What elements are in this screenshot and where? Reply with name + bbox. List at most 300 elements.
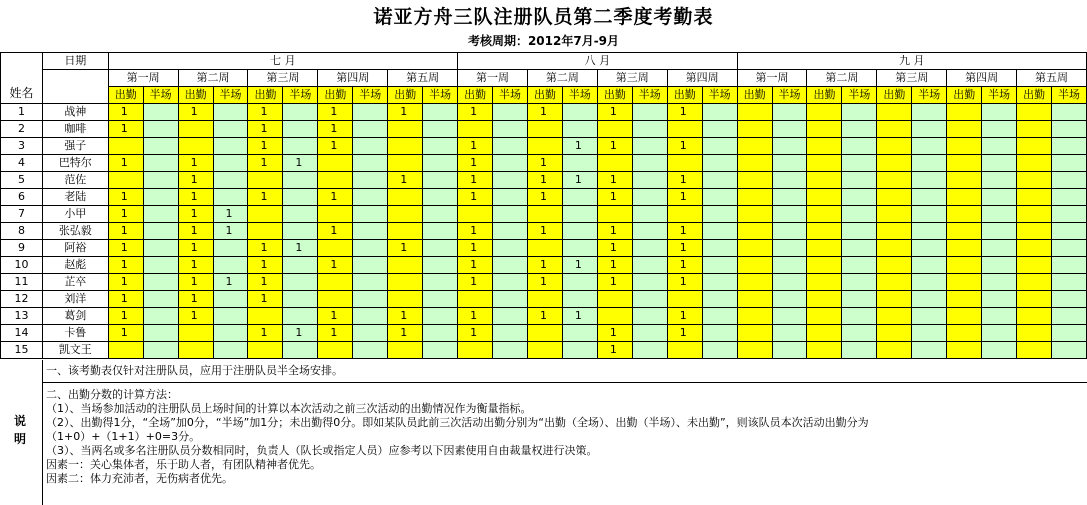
- full-attendance-cell: [527, 291, 562, 308]
- full-attendance-cell: [877, 274, 912, 291]
- full-attendance-cell: [248, 291, 283, 308]
- attendance-value: 1: [539, 258, 547, 271]
- attendance-value: 1: [539, 275, 547, 288]
- attendance-value: 1: [470, 105, 478, 118]
- month-header: 九 月: [737, 53, 1086, 70]
- half-attendance-header: 半场: [912, 87, 947, 104]
- full-attendance-cell: [527, 104, 562, 121]
- full-attendance-cell: [1017, 104, 1052, 121]
- table-row: [1, 189, 1087, 206]
- half-attendance-cell: [772, 155, 807, 172]
- attendance-value: 1: [470, 173, 478, 186]
- half-attendance-cell: [213, 342, 248, 359]
- attendance-value: 1: [470, 258, 478, 271]
- half-attendance-cell: [283, 104, 318, 121]
- half-attendance-cell: [702, 206, 737, 223]
- half-attendance-cell: [353, 325, 388, 342]
- table-row: [1, 172, 1087, 189]
- full-attendance-cell: [807, 342, 842, 359]
- half-attendance-cell: [842, 189, 877, 206]
- half-attendance-cell: [982, 257, 1017, 274]
- full-attendance-cell: [248, 155, 283, 172]
- full-attendance-cell: [248, 189, 283, 206]
- full-attendance-cell: [458, 325, 493, 342]
- full-attendance-cell: [737, 189, 772, 206]
- full-attendance-cell: [597, 206, 632, 223]
- half-attendance-cell: [702, 325, 737, 342]
- half-attendance-cell: [353, 121, 388, 138]
- attendance-value: 1: [120, 241, 128, 254]
- full-attendance-cell: [1017, 206, 1052, 223]
- full-attendance-cell: [108, 274, 143, 291]
- full-attendance-cell: [388, 206, 423, 223]
- week-header: 第一周: [458, 70, 528, 87]
- half-attendance-cell: [842, 104, 877, 121]
- full-attendance-cell: [527, 155, 562, 172]
- half-attendance-cell: [493, 206, 528, 223]
- full-attendance-cell: [178, 138, 213, 155]
- full-attendance-cell: [527, 223, 562, 240]
- full-attendance-cell: [807, 240, 842, 257]
- full-attendance-cell: [667, 172, 702, 189]
- attendance-value: 1: [190, 190, 198, 203]
- half-attendance-cell: [562, 342, 597, 359]
- half-attendance-header: 半场: [1052, 87, 1087, 104]
- attendance-value: 1: [470, 224, 478, 237]
- attendance-value: 1: [330, 105, 338, 118]
- half-attendance-cell: [493, 104, 528, 121]
- half-attendance-cell: [213, 291, 248, 308]
- full-attendance-cell: [947, 189, 982, 206]
- full-attendance-cell: [318, 121, 353, 138]
- note-2-1: （1）、当场参加活动的注册队员上场时间的计算以本次活动之前三次活动的出勤情况作为衡量指标。: [46, 402, 532, 415]
- full-attendance-cell: [1017, 155, 1052, 172]
- half-attendance-cell: [213, 206, 248, 223]
- attendance-value: 1: [295, 326, 303, 339]
- full-attendance-cell: [877, 257, 912, 274]
- row-number: 10: [1, 257, 43, 274]
- week-header: 第三周: [877, 70, 947, 87]
- half-attendance-cell: [353, 223, 388, 240]
- note-2-box: [42, 383, 1087, 504]
- full-attendance-cell: [597, 342, 632, 359]
- half-attendance-header: 半场: [353, 87, 388, 104]
- full-attendance-cell: [1017, 274, 1052, 291]
- half-attendance-cell: [493, 189, 528, 206]
- full-attendance-header: 出勤: [877, 87, 912, 104]
- half-attendance-cell: [213, 104, 248, 121]
- full-attendance-cell: [1017, 308, 1052, 325]
- full-attendance-cell: [388, 325, 423, 342]
- half-attendance-cell: [283, 155, 318, 172]
- header-corner: [1, 53, 43, 104]
- attendance-table: [0, 52, 1087, 359]
- full-attendance-cell: [318, 291, 353, 308]
- half-attendance-cell: [702, 138, 737, 155]
- attendance-value: 1: [260, 156, 268, 169]
- half-attendance-cell: [1052, 172, 1087, 189]
- full-attendance-cell: [458, 138, 493, 155]
- full-attendance-cell: [318, 104, 353, 121]
- half-attendance-cell: [213, 189, 248, 206]
- full-attendance-cell: [527, 189, 562, 206]
- attendance-value: 1: [609, 258, 617, 271]
- half-attendance-cell: [423, 104, 458, 121]
- full-attendance-cell: [947, 155, 982, 172]
- full-attendance-cell: [178, 104, 213, 121]
- full-attendance-cell: [1017, 240, 1052, 257]
- half-attendance-cell: [632, 104, 667, 121]
- player-name: 芷卒: [42, 274, 108, 291]
- note-2-3: （1+0）+（1+1）+0=3分。: [46, 430, 201, 443]
- full-attendance-cell: [527, 206, 562, 223]
- full-attendance-cell: [807, 155, 842, 172]
- full-attendance-cell: [877, 308, 912, 325]
- half-attendance-cell: [143, 223, 178, 240]
- attendance-value: 1: [225, 224, 233, 237]
- attendance-value: 1: [679, 173, 687, 186]
- half-attendance-cell: [702, 291, 737, 308]
- full-attendance-cell: [877, 206, 912, 223]
- full-attendance-cell: [318, 155, 353, 172]
- full-attendance-cell: [737, 121, 772, 138]
- half-attendance-cell: [702, 274, 737, 291]
- half-attendance-cell: [632, 325, 667, 342]
- full-attendance-cell: [178, 189, 213, 206]
- full-attendance-header: 出勤: [318, 87, 353, 104]
- full-attendance-cell: [458, 240, 493, 257]
- half-attendance-cell: [632, 291, 667, 308]
- full-attendance-cell: [318, 342, 353, 359]
- full-attendance-cell: [178, 172, 213, 189]
- full-attendance-cell: [807, 172, 842, 189]
- half-attendance-cell: [772, 104, 807, 121]
- attendance-value: 1: [539, 156, 547, 169]
- full-attendance-cell: [178, 206, 213, 223]
- attendance-value: 1: [330, 139, 338, 152]
- full-attendance-cell: [807, 291, 842, 308]
- half-attendance-cell: [493, 172, 528, 189]
- full-attendance-cell: [388, 172, 423, 189]
- half-attendance-cell: [842, 206, 877, 223]
- half-attendance-cell: [982, 308, 1017, 325]
- note-1: 一、该考勤表仅针对注册队员，应用于注册队员半全场安排。: [46, 364, 343, 377]
- half-attendance-cell: [912, 257, 947, 274]
- factor-2: 因素二：体力充沛者，无伤病者优先。: [46, 472, 233, 485]
- half-attendance-cell: [912, 223, 947, 240]
- attendance-value: 1: [609, 241, 617, 254]
- date-header: 日期: [42, 53, 108, 70]
- full-attendance-cell: [458, 291, 493, 308]
- half-attendance-cell: [982, 138, 1017, 155]
- half-attendance-cell: [423, 240, 458, 257]
- full-attendance-cell: [667, 104, 702, 121]
- full-attendance-header: 出勤: [947, 87, 982, 104]
- full-attendance-cell: [877, 155, 912, 172]
- full-attendance-cell: [597, 274, 632, 291]
- half-attendance-cell: [562, 206, 597, 223]
- half-attendance-cell: [842, 155, 877, 172]
- week-header: 第四周: [667, 70, 737, 87]
- half-attendance-cell: [423, 274, 458, 291]
- half-attendance-cell: [772, 274, 807, 291]
- full-attendance-cell: [877, 189, 912, 206]
- half-attendance-cell: [1052, 104, 1087, 121]
- half-attendance-cell: [423, 257, 458, 274]
- full-attendance-cell: [947, 121, 982, 138]
- half-attendance-cell: [912, 240, 947, 257]
- attendance-value: 1: [330, 190, 338, 203]
- half-attendance-cell: [632, 342, 667, 359]
- row-number: 8: [1, 223, 43, 240]
- attendance-value: 1: [260, 241, 268, 254]
- full-attendance-cell: [737, 206, 772, 223]
- half-attendance-cell: [353, 138, 388, 155]
- full-attendance-cell: [667, 291, 702, 308]
- full-attendance-cell: [597, 172, 632, 189]
- full-attendance-cell: [807, 223, 842, 240]
- player-name: 咖啡: [42, 121, 108, 138]
- full-attendance-cell: [597, 257, 632, 274]
- half-attendance-cell: [283, 138, 318, 155]
- full-attendance-cell: [108, 342, 143, 359]
- row-number: 9: [1, 240, 43, 257]
- attendance-value: 1: [190, 173, 198, 186]
- attendance-value: 1: [609, 343, 617, 356]
- full-attendance-cell: [737, 223, 772, 240]
- full-attendance-cell: [807, 257, 842, 274]
- half-attendance-cell: [842, 325, 877, 342]
- half-attendance-cell: [562, 189, 597, 206]
- half-attendance-cell: [213, 172, 248, 189]
- full-attendance-cell: [1017, 223, 1052, 240]
- full-attendance-cell: [388, 189, 423, 206]
- half-attendance-header: 半场: [632, 87, 667, 104]
- half-attendance-cell: [353, 104, 388, 121]
- half-attendance-header: 半场: [842, 87, 877, 104]
- player-name: 刘洋: [42, 291, 108, 308]
- full-attendance-cell: [108, 172, 143, 189]
- half-attendance-cell: [493, 291, 528, 308]
- full-attendance-cell: [947, 274, 982, 291]
- attendance-value: 1: [120, 292, 128, 305]
- table-row: [1, 155, 1087, 172]
- note-2-2: （2）、出勤得1分，“全场”加0分，“半场”加1分；未出勤得0分。即如某队员此前三次活动出勤分别为“出勤（全场）、出勤（半场）、未出勤”，则该队员本次活动出勤分为: [46, 416, 869, 429]
- full-attendance-cell: [248, 206, 283, 223]
- notes-section: [0, 360, 1087, 505]
- full-attendance-cell: [108, 189, 143, 206]
- full-attendance-cell: [877, 240, 912, 257]
- full-attendance-cell: [807, 138, 842, 155]
- attendance-value: 1: [260, 122, 268, 135]
- row-number: 13: [1, 308, 43, 325]
- half-attendance-cell: [1052, 308, 1087, 325]
- full-attendance-cell: [248, 104, 283, 121]
- half-attendance-cell: [1052, 291, 1087, 308]
- full-attendance-cell: [667, 155, 702, 172]
- assessment-period: 考核周期：2012年7月-9月: [467, 34, 620, 48]
- half-attendance-cell: [213, 155, 248, 172]
- half-attendance-cell: [702, 223, 737, 240]
- half-attendance-cell: [982, 342, 1017, 359]
- half-attendance-cell: [353, 274, 388, 291]
- half-attendance-cell: [1052, 325, 1087, 342]
- half-attendance-cell: [912, 325, 947, 342]
- half-attendance-cell: [842, 240, 877, 257]
- half-attendance-cell: [353, 189, 388, 206]
- row-number: 4: [1, 155, 43, 172]
- half-attendance-cell: [842, 308, 877, 325]
- half-attendance-cell: [143, 104, 178, 121]
- full-attendance-cell: [458, 172, 493, 189]
- table-row: [1, 291, 1087, 308]
- full-attendance-cell: [388, 223, 423, 240]
- full-attendance-cell: [318, 223, 353, 240]
- full-attendance-cell: [877, 172, 912, 189]
- attendance-value: 1: [400, 309, 408, 322]
- full-attendance-cell: [318, 274, 353, 291]
- half-attendance-cell: [493, 240, 528, 257]
- full-attendance-cell: [527, 325, 562, 342]
- full-attendance-cell: [877, 325, 912, 342]
- attendance-value: 1: [539, 105, 547, 118]
- attendance-value: 1: [400, 326, 408, 339]
- full-attendance-cell: [597, 155, 632, 172]
- full-attendance-cell: [318, 206, 353, 223]
- full-attendance-cell: [877, 342, 912, 359]
- full-attendance-cell: [318, 138, 353, 155]
- full-attendance-cell: [947, 138, 982, 155]
- month-header: 八 月: [458, 53, 738, 70]
- week-header: 第四周: [947, 70, 1017, 87]
- player-name: 阿裕: [42, 240, 108, 257]
- half-attendance-cell: [912, 121, 947, 138]
- week-header: 第五周: [1017, 70, 1087, 87]
- table-row: [1, 223, 1087, 240]
- half-attendance-cell: [912, 189, 947, 206]
- player-name: 巴特尔: [42, 155, 108, 172]
- full-attendance-cell: [527, 121, 562, 138]
- attendance-value: 1: [609, 173, 617, 186]
- half-attendance-cell: [213, 274, 248, 291]
- half-attendance-cell: [353, 257, 388, 274]
- attendance-value: 1: [190, 275, 198, 288]
- attendance-value: 1: [470, 190, 478, 203]
- full-attendance-cell: [597, 308, 632, 325]
- full-attendance-cell: [248, 138, 283, 155]
- half-attendance-cell: [912, 206, 947, 223]
- full-attendance-header: 出勤: [807, 87, 842, 104]
- half-attendance-cell: [842, 172, 877, 189]
- half-attendance-cell: [562, 325, 597, 342]
- full-attendance-cell: [178, 325, 213, 342]
- full-attendance-cell: [667, 189, 702, 206]
- half-attendance-cell: [772, 138, 807, 155]
- full-attendance-cell: [597, 121, 632, 138]
- attendance-value: 1: [679, 275, 687, 288]
- week-header: 第四周: [318, 70, 388, 87]
- half-attendance-cell: [702, 240, 737, 257]
- attendance-value: 1: [120, 122, 128, 135]
- attendance-value: 1: [190, 292, 198, 305]
- full-attendance-cell: [527, 172, 562, 189]
- full-attendance-cell: [527, 240, 562, 257]
- week-header: 第二周: [527, 70, 597, 87]
- half-attendance-cell: [143, 325, 178, 342]
- half-attendance-cell: [702, 257, 737, 274]
- half-attendance-header: 半场: [493, 87, 528, 104]
- full-attendance-header: 出勤: [527, 87, 562, 104]
- half-attendance-cell: [982, 240, 1017, 257]
- half-attendance-cell: [283, 121, 318, 138]
- half-attendance-cell: [423, 342, 458, 359]
- full-attendance-cell: [527, 274, 562, 291]
- half-attendance-cell: [772, 325, 807, 342]
- half-attendance-cell: [702, 104, 737, 121]
- half-attendance-cell: [982, 274, 1017, 291]
- half-attendance-header: 半场: [213, 87, 248, 104]
- attendance-value: 1: [190, 207, 198, 220]
- full-attendance-cell: [1017, 291, 1052, 308]
- half-attendance-cell: [493, 325, 528, 342]
- full-attendance-cell: [108, 308, 143, 325]
- half-attendance-cell: [632, 257, 667, 274]
- attendance-value: 1: [539, 190, 547, 203]
- attendance-value: 1: [120, 156, 128, 169]
- full-attendance-cell: [1017, 121, 1052, 138]
- row-number: 11: [1, 274, 43, 291]
- full-attendance-cell: [108, 257, 143, 274]
- half-attendance-cell: [423, 206, 458, 223]
- half-attendance-header: 半场: [772, 87, 807, 104]
- attendance-value: 1: [470, 156, 478, 169]
- full-attendance-cell: [877, 104, 912, 121]
- half-attendance-cell: [632, 308, 667, 325]
- table-row: [1, 325, 1087, 342]
- half-attendance-cell: [213, 240, 248, 257]
- attendance-value: 1: [609, 139, 617, 152]
- half-attendance-cell: [143, 308, 178, 325]
- half-attendance-cell: [353, 206, 388, 223]
- full-attendance-cell: [388, 240, 423, 257]
- attendance-value: 1: [190, 258, 198, 271]
- half-attendance-cell: [842, 274, 877, 291]
- full-attendance-cell: [248, 172, 283, 189]
- attendance-value: 1: [609, 275, 617, 288]
- attendance-value: 1: [539, 309, 547, 322]
- half-attendance-cell: [353, 172, 388, 189]
- half-attendance-cell: [562, 240, 597, 257]
- half-attendance-cell: [493, 138, 528, 155]
- full-attendance-cell: [458, 342, 493, 359]
- half-attendance-cell: [632, 206, 667, 223]
- player-name: 张弘毅: [42, 223, 108, 240]
- half-attendance-cell: [423, 291, 458, 308]
- table-row: [1, 240, 1087, 257]
- half-attendance-cell: [1052, 138, 1087, 155]
- half-attendance-cell: [1052, 240, 1087, 257]
- half-attendance-cell: [1052, 274, 1087, 291]
- half-attendance-cell: [353, 308, 388, 325]
- table-row: [1, 308, 1087, 325]
- half-attendance-cell: [632, 274, 667, 291]
- half-attendance-cell: [1052, 189, 1087, 206]
- half-attendance-cell: [562, 274, 597, 291]
- full-attendance-cell: [458, 274, 493, 291]
- full-attendance-cell: [458, 121, 493, 138]
- table-row: [1, 121, 1087, 138]
- half-attendance-cell: [1052, 342, 1087, 359]
